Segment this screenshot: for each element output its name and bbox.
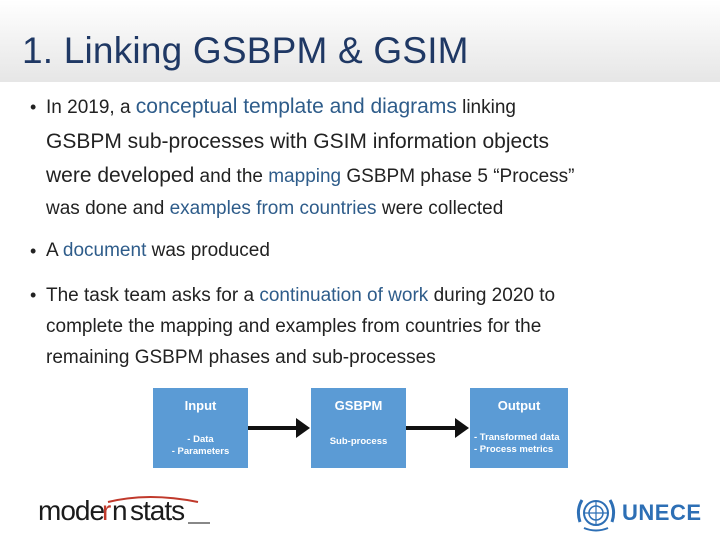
output-box: [470, 388, 568, 468]
process-diagram: [153, 388, 573, 468]
bullet-text: A: [46, 240, 63, 261]
input-title: Input: [184, 398, 217, 413]
gsbpm-box: [311, 388, 406, 468]
bullet-item: [30, 90, 700, 224]
bullet-text: were developed: [46, 164, 195, 187]
slide-title: 1. Linking GSBPM & GSIM: [22, 30, 469, 71]
output-title: Output: [497, 398, 541, 413]
bullet-text: were collected: [376, 198, 504, 219]
svg-text:mode: mode: [38, 496, 105, 526]
bullet-list: [30, 90, 700, 373]
bullet-line: [46, 194, 700, 224]
input-item: - Data: [187, 434, 214, 445]
highlight-text: examples from countries: [169, 198, 377, 219]
input-box: [153, 388, 248, 468]
bullet-text: GSBPM phase 5 “Process”: [341, 166, 575, 187]
arrow-gsbpm-to-output: [406, 388, 470, 468]
highlight-text: document: [62, 240, 147, 261]
svg-text:r: r: [102, 496, 111, 526]
bullet-line: GSBPM sub-processes with GSIM information objects: [46, 130, 550, 153]
arrow-input-to-gsbpm: [248, 388, 311, 468]
svg-text:stats: stats: [130, 496, 185, 526]
bullet-dot: •: [30, 285, 37, 305]
gsbpm-items: [311, 436, 406, 448]
un-emblem-icon: [574, 492, 618, 534]
modernstats-logo: [38, 496, 218, 526]
bullet-text: The task team asks for a: [46, 285, 260, 306]
bullet-line: [46, 280, 700, 311]
input-item: - Parameters: [171, 446, 230, 457]
bullet-dot: •: [30, 97, 37, 117]
bullet-dot: •: [30, 241, 37, 261]
bullet-text: was produced: [146, 240, 270, 261]
bullet-line: remaining GSBPM phases and sub-processes: [46, 347, 436, 368]
bullet-item: [30, 280, 700, 373]
bullet-text: was done and: [46, 198, 170, 219]
input-items: [153, 434, 248, 458]
svg-text:n: n: [112, 496, 127, 526]
output-item: - Process metrics: [474, 444, 554, 455]
bullet-line: [46, 159, 700, 194]
bullet-text: during 2020 to: [428, 285, 556, 306]
bullet-line: [46, 236, 700, 266]
output-item: - Transformed data: [474, 432, 560, 443]
bullet-line: complete the mapping and examples from countries for the: [46, 316, 542, 337]
bullet-line: [46, 90, 700, 125]
bullet-item: [30, 236, 700, 266]
bullet-text: linking: [456, 97, 516, 118]
highlight-text: conceptual template and diagrams: [135, 95, 457, 118]
unece-wordmark: UNECE: [622, 500, 702, 525]
gsbpm-item: Sub-process: [329, 436, 388, 447]
bullet-text: and the: [194, 166, 269, 187]
unece-logo: [574, 492, 704, 534]
highlight-text: mapping: [268, 166, 342, 187]
highlight-text: continuation of work: [259, 285, 429, 306]
output-items: [470, 432, 568, 456]
gsbpm-title: GSBPM: [334, 398, 383, 413]
bullet-text: In 2019, a: [46, 97, 136, 118]
